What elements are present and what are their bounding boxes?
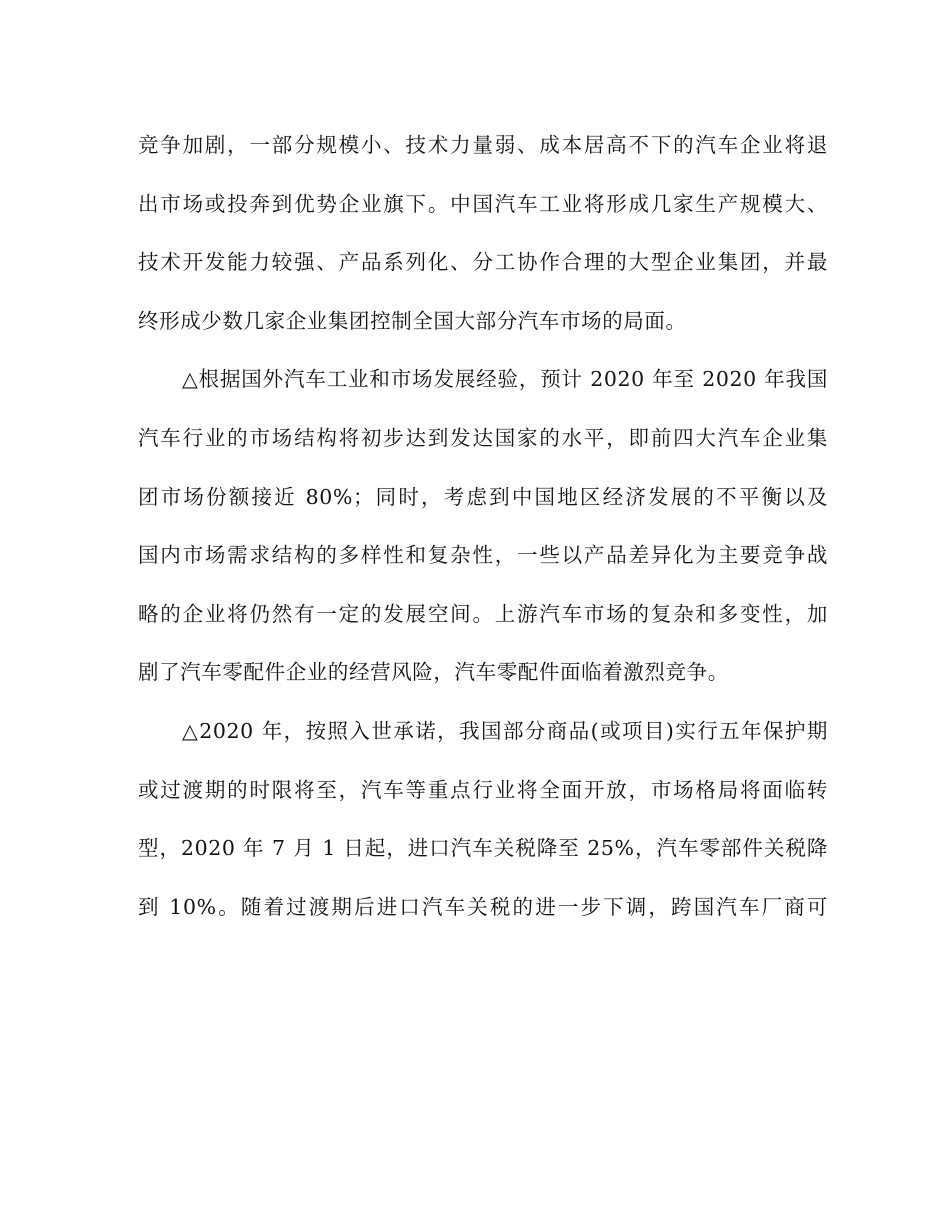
text-line: 国内市场需求结构的多样性和复杂性，一些以产品差异化为主要竞争战 (138, 543, 828, 568)
document-body (138, 116, 828, 936)
text-line: 终形成少数几家企业集团控制全国大部分汽车市场的局面。 (138, 308, 687, 333)
paragraph-start-line: △根据国外汽车工业和市场发展经验，预计 2020 年至 2020 年我国 (182, 367, 828, 392)
text-line: 出市场或投奔到优势企业旗下。中国汽车工业将形成几家生产规模大、 (138, 191, 828, 216)
text-line: 汽车行业的市场结构将初步达到发达国家的水平，即前四大汽车企业集 (138, 425, 828, 450)
text-line: 剧了汽车零配件企业的经营风险，汽车零配件面临着激烈竞争。 (138, 660, 729, 685)
paragraph-start-line: △2020 年，按照入世承诺，我国部分商品(或项目)实行五年保护期 (182, 718, 828, 743)
text-line: 略的企业将仍然有一定的发展空间。上游汽车市场的复杂和多变性，加 (138, 601, 828, 626)
text-line: 到 10%。随着过渡期后进口汽车关税的进一步下调，跨国汽车厂商可 (138, 894, 828, 919)
text-line: 团市场份额接近 80%；同时，考虑到中国地区经济发展的不平衡以及 (138, 484, 828, 509)
text-line: 型，2020 年 7 月 1 日起，进口汽车关税降至 25%，汽车零部件关税降 (138, 836, 828, 861)
text-line: 或过渡期的时限将至，汽车等重点行业将全面开放，市场格局将面临转 (138, 777, 828, 802)
text-line: 技术开发能力较强、产品系列化、分工协作合理的大型企业集团，并最 (138, 250, 828, 275)
text-line: 竞争加剧，一部分规模小、技术力量弱、成本居高不下的汽车企业将退 (138, 133, 828, 157)
